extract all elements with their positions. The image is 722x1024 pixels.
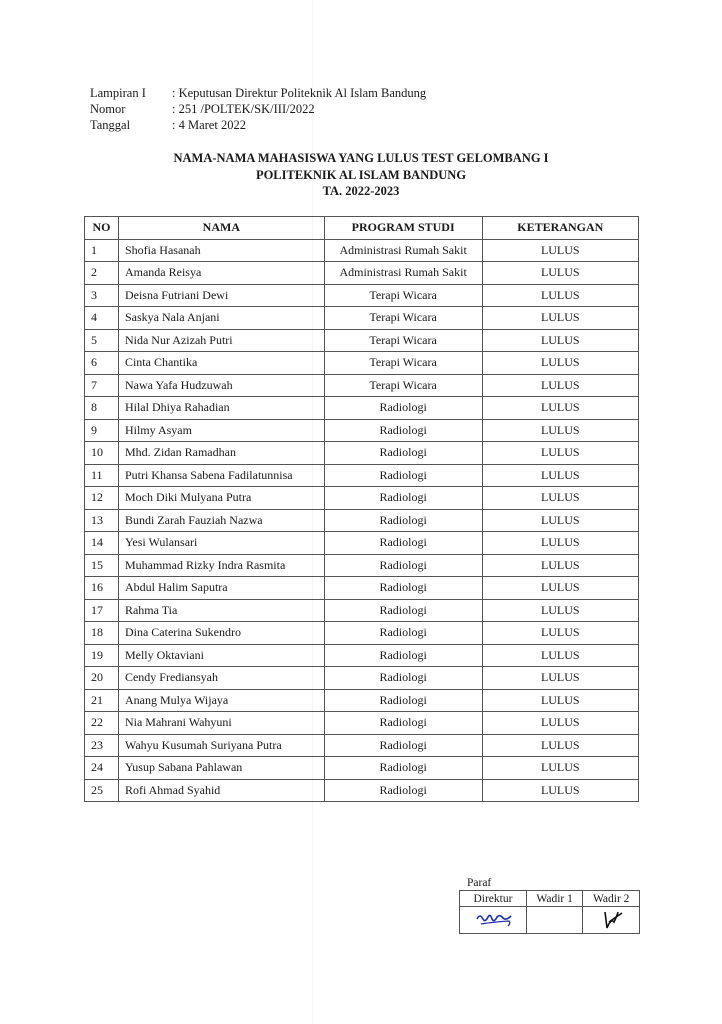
row-no: 20 <box>85 667 119 690</box>
row-nama: Cinta Chantika <box>118 352 324 375</box>
row-nama: Mhd. Zidan Ramadhan <box>118 442 324 465</box>
row-program-studi: Radiologi <box>324 464 482 487</box>
row-keterangan: LULUS <box>482 689 638 712</box>
row-keterangan: LULUS <box>482 239 638 262</box>
row-program-studi: Radiologi <box>324 757 482 780</box>
row-keterangan: LULUS <box>482 262 638 285</box>
row-no: 8 <box>85 397 119 420</box>
lampiran-label: Lampiran I <box>90 86 146 100</box>
row-program-studi: Radiologi <box>324 554 482 577</box>
table-row <box>85 644 639 667</box>
title-line-2: POLITEKNIK AL ISLAM BANDUNG <box>255 167 467 182</box>
tanggal-value: : 4 Maret 2022 <box>172 118 246 132</box>
row-nama: Yusup Sabana Pahlawan <box>118 757 324 780</box>
row-no: 6 <box>85 352 119 375</box>
table-row <box>85 779 639 802</box>
row-nama: Deisna Futriani Dewi <box>118 284 324 307</box>
row-program-studi: Radiologi <box>324 419 482 442</box>
table-row <box>85 712 639 735</box>
header-program-studi: PROGRAM STUDI <box>324 217 482 240</box>
nomor-row <box>90 101 426 117</box>
table-row <box>85 509 639 532</box>
row-nama: Yesi Wulansari <box>118 532 324 555</box>
table-row <box>85 622 639 645</box>
row-no: 21 <box>85 689 119 712</box>
paraf-table <box>459 890 640 934</box>
lampiran-value: : Keputusan Direktur Politeknik Al Islam Bandung <box>172 86 427 100</box>
row-no: 3 <box>85 284 119 307</box>
row-program-studi: Radiologi <box>324 487 482 510</box>
row-nama: Putri Khansa Sabena Fadilatunnisa <box>118 464 324 487</box>
tanggal-label: Tanggal <box>90 118 131 132</box>
table-header-row <box>85 217 639 240</box>
table-row <box>85 397 639 420</box>
row-no: 17 <box>85 599 119 622</box>
table-row <box>85 419 639 442</box>
row-keterangan: LULUS <box>482 667 638 690</box>
table-row <box>85 599 639 622</box>
table-row <box>85 554 639 577</box>
row-nama: Shofia Hasanah <box>118 239 324 262</box>
lampiran-row <box>90 85 426 101</box>
table-row <box>85 329 639 352</box>
row-keterangan: LULUS <box>482 734 638 757</box>
tanggal-row <box>90 117 426 133</box>
table-row <box>85 689 639 712</box>
table-row <box>85 239 639 262</box>
row-no: 7 <box>85 374 119 397</box>
table-row <box>85 442 639 465</box>
table-row <box>85 262 639 285</box>
table-row <box>85 284 639 307</box>
table-row <box>85 374 639 397</box>
direktur-signature-icon <box>471 909 515 931</box>
row-nama: Anang Mulya Wijaya <box>118 689 324 712</box>
row-program-studi: Administrasi Rumah Sakit <box>324 239 482 262</box>
row-nama: Saskya Nala Anjani <box>118 307 324 330</box>
row-no: 25 <box>85 779 119 802</box>
table-row <box>85 667 639 690</box>
row-keterangan: LULUS <box>482 532 638 555</box>
row-nama: Dina Caterina Sukendro <box>118 622 324 645</box>
row-program-studi: Terapi Wicara <box>324 329 482 352</box>
paraf-wadir1-label: Wadir 1 <box>526 891 583 907</box>
paraf-sign-row <box>460 907 640 934</box>
paraf-wadir2-cell <box>583 907 640 934</box>
table-row <box>85 532 639 555</box>
row-no: 9 <box>85 419 119 442</box>
row-no: 11 <box>85 464 119 487</box>
row-program-studi: Administrasi Rumah Sakit <box>324 262 482 285</box>
table-row <box>85 577 639 600</box>
row-program-studi: Radiologi <box>324 442 482 465</box>
row-no: 4 <box>85 307 119 330</box>
row-keterangan: LULUS <box>482 622 638 645</box>
row-keterangan: LULUS <box>482 757 638 780</box>
row-keterangan: LULUS <box>482 352 638 375</box>
header-keterangan: KETERANGAN <box>482 217 638 240</box>
row-nama: Melly Oktaviani <box>118 644 324 667</box>
row-keterangan: LULUS <box>482 599 638 622</box>
row-no: 5 <box>85 329 119 352</box>
nomor-value: : 251 /POLTEK/SK/III/2022 <box>172 102 315 116</box>
row-nama: Wahyu Kusumah Suriyana Putra <box>118 734 324 757</box>
row-program-studi: Terapi Wicara <box>324 374 482 397</box>
row-nama: Bundi Zarah Fauziah Nazwa <box>118 509 324 532</box>
row-keterangan: LULUS <box>482 464 638 487</box>
row-program-studi: Terapi Wicara <box>324 352 482 375</box>
table-body <box>85 239 639 802</box>
row-program-studi: Radiologi <box>324 577 482 600</box>
row-nama: Rahma Tia <box>118 599 324 622</box>
row-program-studi: Radiologi <box>324 599 482 622</box>
row-keterangan: LULUS <box>482 442 638 465</box>
row-no: 12 <box>85 487 119 510</box>
paraf-direktur-cell <box>460 907 527 934</box>
table-row <box>85 734 639 757</box>
row-no: 23 <box>85 734 119 757</box>
table-row <box>85 487 639 510</box>
row-program-studi: Radiologi <box>324 532 482 555</box>
paraf-wadir1-cell <box>526 907 583 934</box>
row-nama: Nia Mahrani Wahyuni <box>118 712 324 735</box>
row-keterangan: LULUS <box>482 487 638 510</box>
row-nama: Hilmy Asyam <box>118 419 324 442</box>
row-program-studi: Radiologi <box>324 667 482 690</box>
row-no: 24 <box>85 757 119 780</box>
document-title <box>0 150 722 200</box>
row-no: 16 <box>85 577 119 600</box>
row-keterangan: LULUS <box>482 509 638 532</box>
nomor-label: Nomor <box>90 102 126 116</box>
row-keterangan: LULUS <box>482 329 638 352</box>
header-no: NO <box>85 217 119 240</box>
title-line-1: NAMA-NAMA MAHASISWA YANG LULUS TEST GELOMBANG I <box>173 151 549 165</box>
row-no: 22 <box>85 712 119 735</box>
row-nama: Moch Diki Mulyana Putra <box>118 487 324 510</box>
row-nama: Cendy Frediansyah <box>118 667 324 690</box>
row-program-studi: Radiologi <box>324 509 482 532</box>
row-nama: Rofi Ahmad Syahid <box>118 779 324 802</box>
row-nama: Hilal Dhiya Rahadian <box>118 397 324 420</box>
row-keterangan: LULUS <box>482 419 638 442</box>
paraf-direktur-label: Direktur <box>460 891 527 907</box>
row-keterangan: LULUS <box>482 284 638 307</box>
row-nama: Abdul Halim Saputra <box>118 577 324 600</box>
table-row <box>85 464 639 487</box>
row-keterangan: LULUS <box>482 554 638 577</box>
row-no: 14 <box>85 532 119 555</box>
row-no: 10 <box>85 442 119 465</box>
title-line-3: TA. 2022-2023 <box>322 184 400 198</box>
row-no: 1 <box>85 239 119 262</box>
row-nama: Muhammad Rizky Indra Rasmita <box>118 554 324 577</box>
row-program-studi: Radiologi <box>324 622 482 645</box>
row-nama: Nida Nur Azizah Putri <box>118 329 324 352</box>
row-nama: Amanda Reisya <box>118 262 324 285</box>
row-program-studi: Radiologi <box>324 397 482 420</box>
table-row <box>85 757 639 780</box>
row-keterangan: LULUS <box>482 577 638 600</box>
row-program-studi: Radiologi <box>324 689 482 712</box>
row-keterangan: LULUS <box>482 712 638 735</box>
row-no: 15 <box>85 554 119 577</box>
row-keterangan: LULUS <box>482 374 638 397</box>
row-no: 13 <box>85 509 119 532</box>
row-no: 19 <box>85 644 119 667</box>
row-program-studi: Radiologi <box>324 644 482 667</box>
row-keterangan: LULUS <box>482 644 638 667</box>
students-table <box>84 216 639 802</box>
row-program-studi: Terapi Wicara <box>324 307 482 330</box>
row-keterangan: LULUS <box>482 397 638 420</box>
row-program-studi: Terapi Wicara <box>324 284 482 307</box>
paraf-wadir2-label: Wadir 2 <box>583 891 640 907</box>
row-keterangan: LULUS <box>482 779 638 802</box>
table-row <box>85 307 639 330</box>
paraf-header-row <box>460 891 640 907</box>
document-header <box>90 85 426 133</box>
row-no: 2 <box>85 262 119 285</box>
row-nama: Nawa Yafa Hudzuwah <box>118 374 324 397</box>
row-program-studi: Radiologi <box>324 712 482 735</box>
table-row <box>85 352 639 375</box>
header-nama: NAMA <box>118 217 324 240</box>
paraf-label: Paraf <box>467 877 492 889</box>
row-program-studi: Radiologi <box>324 779 482 802</box>
row-program-studi: Radiologi <box>324 734 482 757</box>
wadir2-signature-icon <box>596 908 626 932</box>
row-no: 18 <box>85 622 119 645</box>
row-keterangan: LULUS <box>482 307 638 330</box>
